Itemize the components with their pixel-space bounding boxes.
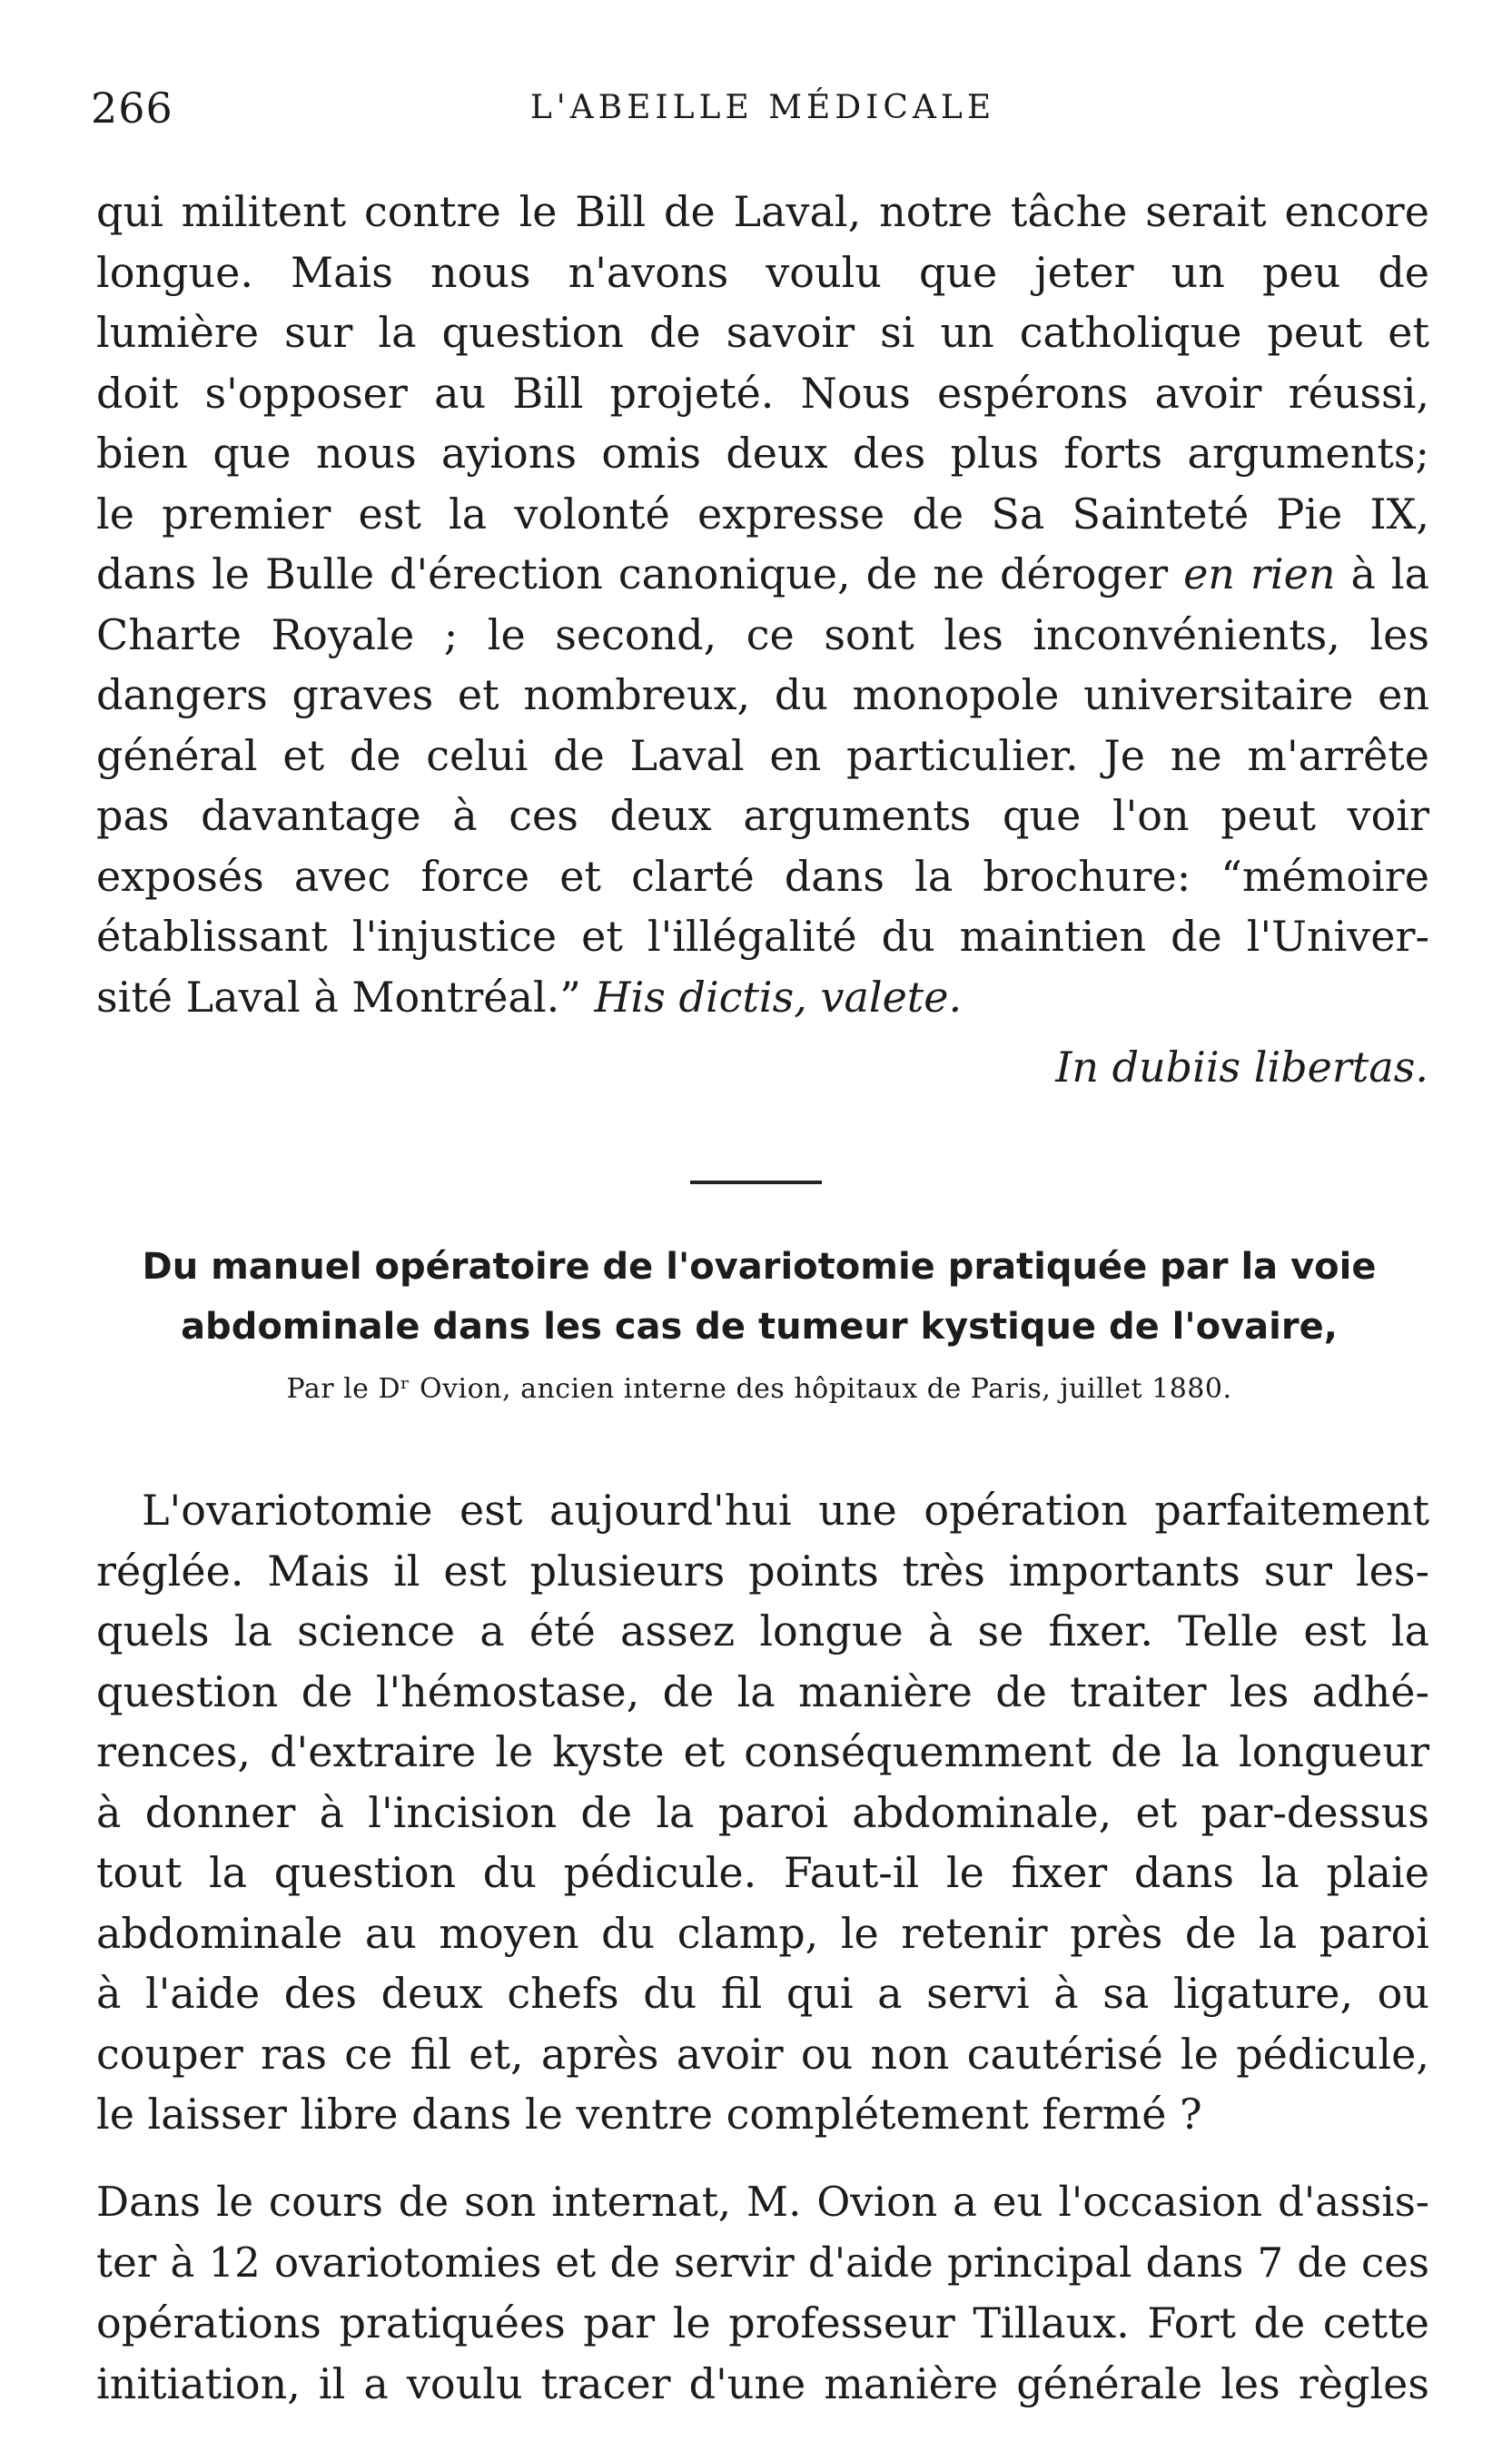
article-title-line: Du manuel opératoire de l'ovariotomie pratiquée par la voie [142, 1246, 1377, 1288]
text-line: question de l'hémostase, de la manière de traiter les adhé- [96, 1666, 1429, 1716]
text-fragment: sité Laval à Montréal.” [96, 972, 595, 1022]
text-line: Charte Royale ; le second, ce sont les inconvénients, les [96, 609, 1429, 659]
text-line: à l'aide des deux chefs du fil qui a servi à sa ligature, ou [96, 1969, 1429, 2018]
article-title-line: abdominale dans les cas de tumeur kystique de l'ovaire, [181, 1306, 1338, 1348]
text-line: lumière sur la question de savoir si un catholique peut et [96, 308, 1429, 357]
text-line: général et de celui de Laval en particulier. Je ne m'arrête [96, 730, 1429, 780]
text-line-mixed [96, 967, 1429, 1028]
paragraph-ovariotomie [96, 1480, 1429, 2145]
text-fragment: dans le Bulle d'érection canonique, de ne déroger [96, 549, 1184, 598]
text-line: le premier est la volonté expresse de Sa Sainteté Pie IX, [96, 489, 1429, 539]
article-title [87, 1237, 1431, 1357]
text-line: le laisser libre dans le ventre complétement fermé ? [96, 2090, 1202, 2139]
text-line: L'ovariotomie est aujourd'hui une opération parfaitement [142, 1486, 1429, 1535]
text-line: qui militent contre le Bill de Laval, notre tâche serait encore [96, 187, 1429, 236]
italic-phrase: en rien [1183, 549, 1336, 598]
text-line: abdominale au moyen du clamp, le retenir près de la paroi [96, 1908, 1429, 1958]
page-number: 266 [91, 84, 173, 133]
signature-motto: In dubiis libertas. [1055, 1043, 1428, 1092]
section-divider [690, 1181, 822, 1184]
text-line: ter à 12 ovariotomies et de servir d'aide principal dans 7 de ces [96, 2238, 1429, 2287]
text-line: opérations pratiquées par le professeur Tillaux. Fort de cette [96, 2298, 1429, 2347]
italic-phrase: His dictis, valete. [594, 972, 963, 1022]
text-line: initiation, il a voulu tracer d'une manière générale les règles [96, 2358, 1429, 2408]
text-line: pas davantage à ces deux arguments que l'on peut voir [96, 791, 1429, 840]
text-line: exposés avec force et clarté dans la brochure: “mémoire [96, 851, 1429, 901]
text-line: bien que nous ayions omis deux des plus forts arguments; [96, 429, 1429, 478]
paragraph-internat [96, 2172, 1429, 2414]
text-line: doit s'opposer au Bill projeté. Nous espérons avoir réussi, [96, 368, 1429, 418]
text-fragment: à la [1335, 549, 1429, 598]
text-line: dangers graves et nombreux, du monopole universitaire en [96, 670, 1429, 719]
article-byline: Par le Dʳ Ovion, ancien interne des hôpitaux de Paris, juillet 1880. [286, 1373, 1232, 1405]
text-line: quels la science a été assez longue à se fixer. Telle est la [96, 1606, 1429, 1655]
text-line: établissant l'injustice et l'illégalité du maintien de l'Univer- [96, 912, 1429, 961]
text-line: à donner à l'incision de la paroi abdominale, et par-dessus [96, 1787, 1429, 1837]
page-header [91, 84, 1435, 138]
text-line: tout la question du pédicule. Faut-il le fixer dans la plaie [96, 1848, 1429, 1897]
paragraph-bill-de-laval [96, 182, 1429, 1027]
running-title: L'ABEILLE MÉDICALE [529, 89, 996, 126]
text-line: rences, d'extraire le kyste et conséquemment de la longueur [96, 1727, 1429, 1776]
text-line-mixed [96, 544, 1429, 605]
text-line: longue. Mais nous n'avons voulu que jeter un peu de [96, 247, 1429, 297]
text-line: Dans le cours de son internat, M. Ovion a eu l'occasion d'assis- [96, 2178, 1429, 2226]
text-line: couper ras ce fil et, après avoir ou non cautérisé le pédicule, [96, 2029, 1429, 2079]
text-line: réglée. Mais il est plusieurs points très importants sur les- [96, 1546, 1429, 1596]
